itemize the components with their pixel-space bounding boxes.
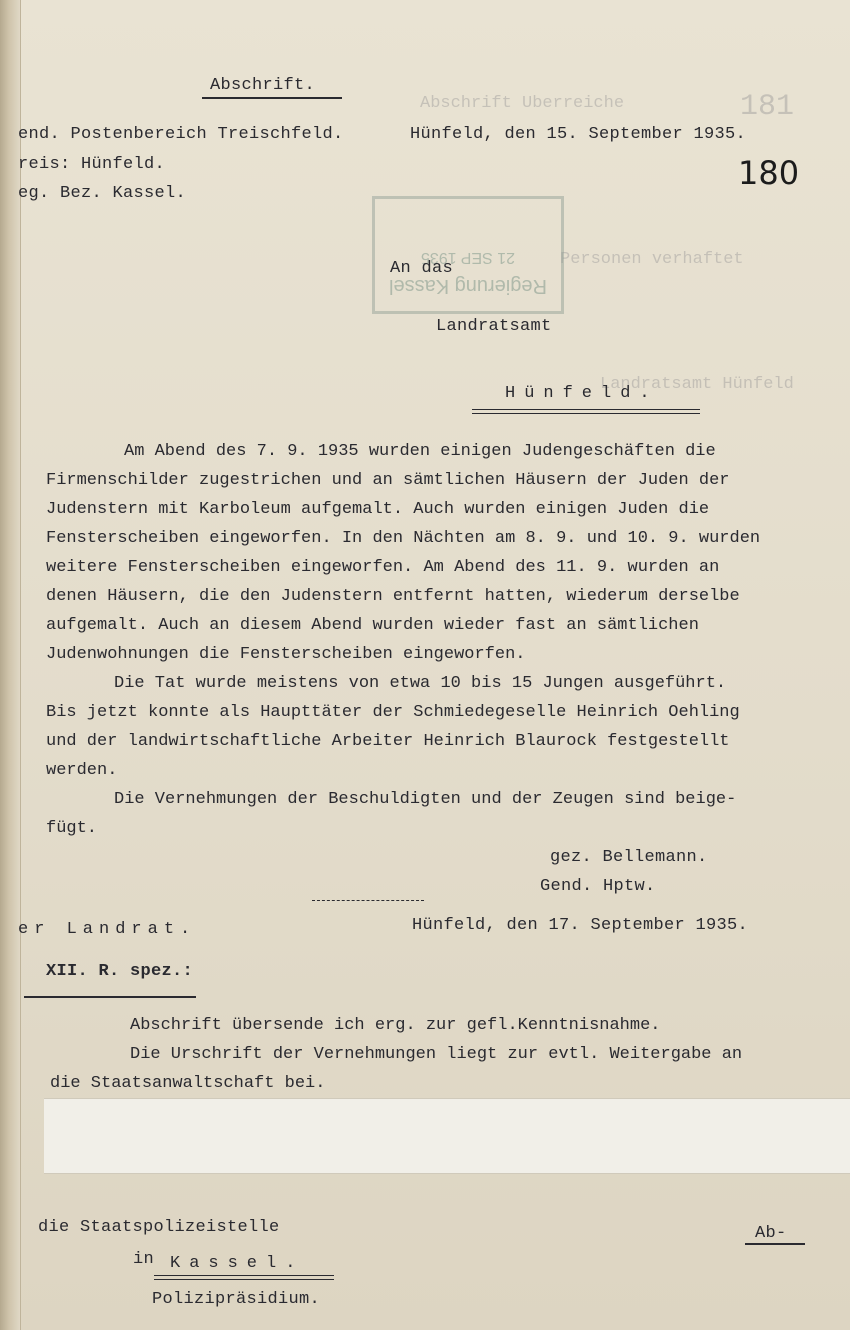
bleed-through-text: Abschrift Uberreiche xyxy=(420,94,625,113)
continuation-underline xyxy=(745,1243,805,1245)
continuation-marker: Ab- xyxy=(755,1224,787,1243)
body-line: weitere Fensterscheiben eingeworfen. Am Abend des 11. 9. wurden an xyxy=(46,558,720,577)
body-line: Am Abend des 7. 9. 1935 wurden einigen Judengeschäften die xyxy=(124,442,716,461)
body-line: Judenstern mit Karboleum aufgemalt. Auch wurden einigen Juden die xyxy=(46,500,710,519)
body-line: Die Tat wurde meistens von etwa 10 bis 15 Jungen ausgeführt. xyxy=(114,674,727,693)
bleed-through-text: Landratsamt Hünfeld xyxy=(600,375,794,394)
cover-note xyxy=(50,1011,850,1098)
date-line: Hünfeld, den 15. September 1935. xyxy=(410,125,747,144)
town-double-underline xyxy=(472,409,700,414)
body-line: Judenwohnungen die Fensterscheiben eingeworfen. xyxy=(46,645,526,664)
body-line: aufgemalt. Auch an diesem Abend wurden wieder fast an sämtlichen xyxy=(46,616,699,635)
second-date-line: Hünfeld, den 17. September 1935. xyxy=(412,916,749,935)
footer-office: Polizipräsidium. xyxy=(152,1290,321,1309)
cover-note-line: die Staatsanwaltschaft bei. xyxy=(50,1074,326,1093)
body-line: werden. xyxy=(46,761,118,780)
body-line: Fensterscheiben eingeworfen. In den Nächten am 8. 9. und 10. 9. wurden xyxy=(46,529,761,548)
body-line: Firmenschilder zugestrichen und an sämtlichen Häusern der Juden der xyxy=(46,471,730,490)
reference-underline xyxy=(24,996,196,998)
sender-line-1: end. Postenbereich Treischfeld. xyxy=(18,125,344,144)
sender-line-3: eg. Bez. Kassel. xyxy=(18,184,187,203)
body-line: und der landwirtschaftliche Arbeiter Heinrich Blaurock festgestellt xyxy=(46,732,730,751)
recipient-prefix: An das xyxy=(390,259,454,278)
report-body xyxy=(46,437,846,843)
recipient-office: Landratsamt xyxy=(436,317,552,336)
document-title: Abschrift. xyxy=(210,76,316,95)
body-line: Die Vernehmungen der Beschuldigten und der Zeugen sind beige- xyxy=(114,790,737,809)
page-number: 180 xyxy=(738,154,800,192)
registry-stamp: Regierung Kassel 21 SEP 1935 xyxy=(372,196,564,314)
file-reference: XII. R. spez.: xyxy=(46,962,194,981)
cover-note-line: Abschrift übersende ich erg. zur gefl.Kenntnisnahme. xyxy=(130,1016,661,1035)
footer-recipient: die Staatspolizeistelle xyxy=(38,1218,280,1237)
cover-note-line: Die Urschrift der Vernehmungen liegt zur evtl. Weitergabe an xyxy=(130,1045,743,1064)
footer-city: Kassel. xyxy=(170,1254,305,1273)
sender-line-2: reis: Hünfeld. xyxy=(18,155,166,174)
separator-line xyxy=(312,900,424,903)
body-line: Bis jetzt konnte als Haupttäter der Schmiedegeselle Heinrich Oehling xyxy=(46,703,740,722)
body-line: denen Häusern, die den Judenstern entfernt hatten, wiederum derselbe xyxy=(46,587,740,606)
city-double-underline xyxy=(154,1275,334,1280)
recipient-town: Hünfeld. xyxy=(505,384,659,403)
bleed-through-text: Personen verhaftet xyxy=(560,250,744,269)
body-line: fügt. xyxy=(46,819,98,838)
attached-paper-slip xyxy=(44,1098,850,1174)
signature-name: gez. Bellemann. xyxy=(550,848,708,867)
title-underline xyxy=(202,97,342,99)
signature-rank: Gend. Hptw. xyxy=(540,877,656,896)
bleed-through-number: 181 xyxy=(740,90,795,124)
footer-prefix: in xyxy=(133,1250,155,1269)
landrat-heading: er Landrat. xyxy=(18,920,197,939)
